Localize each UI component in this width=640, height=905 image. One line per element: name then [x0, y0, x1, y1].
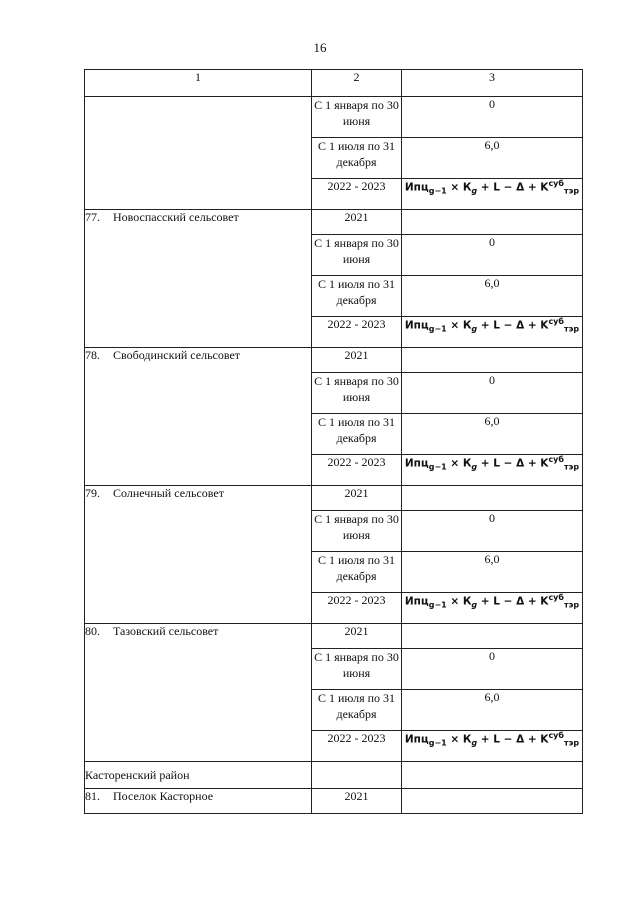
year-cell: 2021 — [312, 210, 402, 235]
formula-cell: $Ипц_{g-1} \times К_g + L - \Delta + K^{суб}_{тэр}$ — [402, 179, 583, 210]
header-col-3: 3 — [402, 70, 583, 97]
formula-cell: $Ипц_{g-1} \times К_g + L - \Delta + K^{суб}_{тэр}$ — [402, 593, 583, 624]
years-cell: 2022 - 2023 — [312, 317, 402, 348]
period-cell: С 1 января по 30 июня — [312, 373, 402, 414]
formula-cell: $Ипц_{g-1} \times К_g + L - \Delta + K^{суб}_{тэр}$ — [402, 731, 583, 762]
name-cell — [85, 97, 312, 210]
header-row — [85, 70, 583, 97]
empty-cell — [312, 762, 402, 789]
value-cell: 0 — [402, 235, 583, 276]
entry-name-cell: 77. Новоспасский сельсовет — [85, 210, 312, 348]
header-col-1: 1 — [85, 70, 312, 97]
district-cell: Касторенский район — [85, 762, 312, 789]
formula-cell: $Ипц_{g-1} \times К_g + L - \Delta + K^{суб}_{тэр}$ — [402, 317, 583, 348]
years-cell: 2022 - 2023 — [312, 593, 402, 624]
table-row — [85, 789, 583, 814]
value-cell: 0 — [402, 649, 583, 690]
entry-name-cell: 80. Тазовский сельсовет — [85, 624, 312, 762]
table-row — [85, 762, 583, 789]
period-cell: С 1 июля по 31 декабря — [312, 276, 402, 317]
table-row — [85, 348, 583, 373]
year-cell: 2021 — [312, 789, 402, 814]
value-cell — [402, 486, 583, 511]
period-cell: С 1 января по 30 июня — [312, 97, 402, 138]
value-cell — [402, 789, 583, 814]
entry-name-cell: 79. Солнечный сельсовет — [85, 486, 312, 624]
year-cell: 2021 — [312, 348, 402, 373]
value-cell — [402, 348, 583, 373]
formula-cell: $Ипц_{g-1} \times К_g + L - \Delta + K^{суб}_{тэр}$ — [402, 455, 583, 486]
value-cell: 6,0 — [402, 552, 583, 593]
years-cell: 2022 - 2023 — [312, 179, 402, 210]
value-cell — [402, 210, 583, 235]
period-cell: С 1 января по 30 июня — [312, 649, 402, 690]
period-cell: С 1 июля по 31 декабря — [312, 138, 402, 179]
table-row — [85, 210, 583, 235]
value-cell: 6,0 — [402, 690, 583, 731]
table-row — [85, 624, 583, 649]
table-row — [85, 97, 583, 138]
value-cell: 0 — [402, 373, 583, 414]
value-cell: 6,0 — [402, 138, 583, 179]
years-cell: 2022 - 2023 — [312, 731, 402, 762]
value-cell: 0 — [402, 97, 583, 138]
entry-name-cell: 81. Поселок Касторное — [85, 789, 312, 814]
value-cell — [402, 624, 583, 649]
page-number: 16 — [313, 40, 327, 55]
period-cell: С 1 июля по 31 декабря — [312, 552, 402, 593]
value-cell: 0 — [402, 511, 583, 552]
table-row — [85, 486, 583, 511]
period-cell: С 1 июля по 31 декабря — [312, 690, 402, 731]
years-cell: 2022 - 2023 — [312, 455, 402, 486]
value-cell: 6,0 — [402, 414, 583, 455]
year-cell: 2021 — [312, 624, 402, 649]
tariff-table — [84, 69, 583, 814]
header-col-2: 2 — [312, 70, 402, 97]
value-cell: 6,0 — [402, 276, 583, 317]
entry-name-cell: 78. Свободинский сельсовет — [85, 348, 312, 486]
period-cell: С 1 января по 30 июня — [312, 511, 402, 552]
period-cell: С 1 июля по 31 декабря — [312, 414, 402, 455]
period-cell: С 1 января по 30 июня — [312, 235, 402, 276]
empty-cell — [402, 762, 583, 789]
year-cell: 2021 — [312, 486, 402, 511]
